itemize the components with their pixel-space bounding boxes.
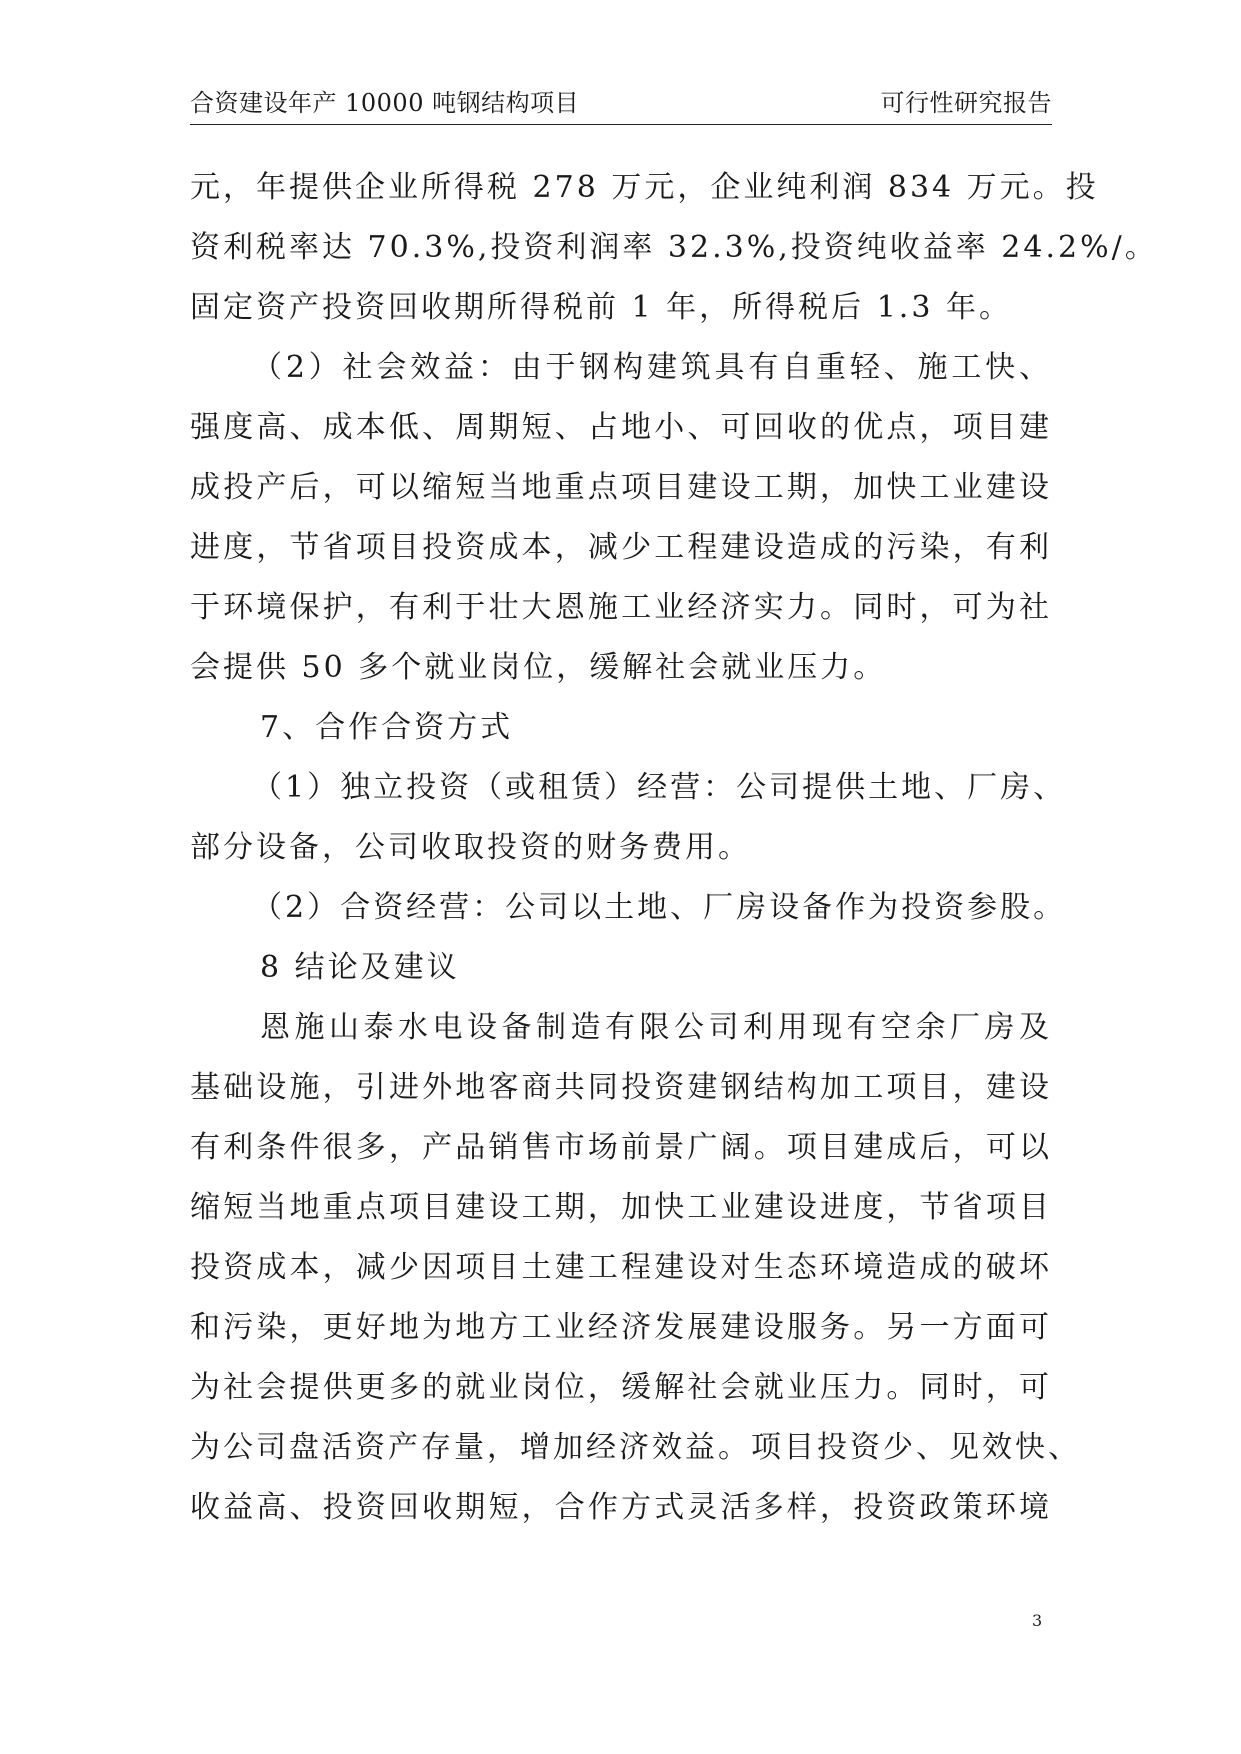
paragraph-line: 投资成本，减少因项目土建工程建设对生态环境造成的破坏 [190, 1250, 1052, 1285]
section-heading: 8 结论及建议 [260, 950, 460, 985]
paragraph-line: 会提供 50 多个就业岗位，缓解社会就业压力。 [190, 650, 887, 685]
header-report-type: 可行性研究报告 [880, 89, 1052, 117]
paragraph-line: 固定资产投资回收期所得税前 1 年，所得税后 1.3 年。 [190, 290, 1012, 325]
paragraph-line: 缩短当地重点项目建设工期，加快工业建设进度，节省项目 [190, 1190, 1052, 1225]
paragraph-line: 进度，节省项目投资成本，减少工程建设造成的污染，有利 [190, 530, 1052, 565]
paragraph-line: 有利条件很多，产品销售市场前景广阔。项目建成后，可以 [190, 1130, 1052, 1165]
paragraph-line: （2）社会效益：由于钢构建筑具有自重轻、施工快、 [252, 350, 1052, 385]
document-body [190, 158, 1158, 1538]
paragraph-line: 收益高、投资回收期短，合作方式灵活多样，投资政策环境 [190, 1490, 1052, 1525]
paragraph-line: 部分设备，公司收取投资的财务费用。 [190, 830, 751, 865]
page-header [190, 82, 1052, 125]
paragraph-line: 为公司盘活资产存量，增加经济效益。项目投资少、见效快、 [190, 1430, 1081, 1465]
paragraph-line: 于环境保护，有利于壮大恩施工业经济实力。同时，可为社 [190, 590, 1052, 625]
section-heading: 7、合作合资方式 [260, 710, 514, 745]
paragraph-line: 成投产后，可以缩短当地重点项目建设工期，加快工业建设 [190, 470, 1052, 505]
page-number: 3 [1032, 1611, 1043, 1630]
paragraph-line: （1）独立投资（或租赁）经营：公司提供土地、厂房、 [252, 770, 1067, 805]
paragraph-line: 基础设施，引进外地客商共同投资建钢结构加工项目，建设 [190, 1070, 1052, 1105]
header-project-title: 合资建设年产 10000 吨钢结构项目 [190, 89, 580, 117]
paragraph-line: 元，年提供企业所得税 278 万元，企业纯利润 834 万元。投 [190, 170, 1099, 205]
paragraph-line: （2）合资经营：公司以土地、厂房设备作为投资参股。 [252, 890, 1067, 925]
paragraph-line: 资利税率达 70.3%,投资利润率 32.3%,投资纯收益率 24.2%/。 [190, 230, 1158, 265]
paragraph-line: 和污染，更好地为地方工业经济发展建设服务。另一方面可 [190, 1310, 1052, 1345]
paragraph-line: 为社会提供更多的就业岗位，缓解社会就业压力。同时，可 [190, 1370, 1052, 1405]
paragraph-line: 恩施山泰水电设备制造有限公司利用现有空余厂房及 [260, 1010, 1052, 1045]
paragraph-line: 强度高、成本低、周期短、占地小、可回收的优点，项目建 [190, 410, 1052, 445]
